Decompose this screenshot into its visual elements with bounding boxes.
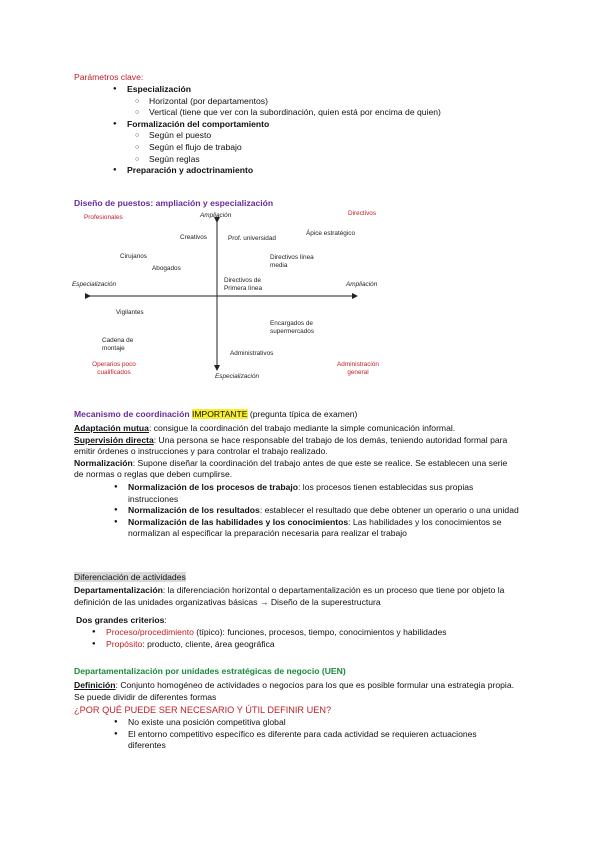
point-abogados: Abogados [152, 265, 181, 272]
mecanismo-body [74, 423, 519, 540]
list-item: ○ Horizontal (por departamentos) [135, 96, 533, 108]
point-vigilantes: Vigilantes [116, 309, 144, 316]
list-item: ● Preparación y adoctrinamiento [113, 165, 533, 177]
normalizacion-paragraph: Normalización: Supone diseñar la coordinación del trabajo antes de que este se realice. Se establecen una serie de normas o reglas que deben cumplirse. [74, 457, 508, 480]
job-design-diagram [72, 210, 392, 380]
parametros-list [113, 84, 533, 177]
axis-left-label: Especialización [72, 281, 117, 288]
diseno-title: Diseño de puestos: ampliación y especialización [74, 198, 274, 208]
axis-right-label: Ampliación [346, 281, 378, 288]
uen-title: Departamentalización por unidades estratégicas de negocio (UEN) [74, 666, 346, 676]
important-highlight: IMPORTANTE [191, 409, 248, 419]
list-item: ● No existe una posición competitiva global [114, 717, 514, 729]
list-item: ● Especialización [113, 84, 533, 96]
list-item: ● Propósito: producto, cliente, área geográfica [92, 639, 512, 651]
list-item: ○ Según el flujo de trabajo [135, 142, 533, 154]
point-prof-universidad: Prof. universidad [228, 235, 276, 242]
departamentalizacion-paragraph: Departamentalización: la diferenciación horizontal o departamentalización es un proceso que tiene por objeto la definición de las unidades organizativas básicas → Diseño de la superestructura [74, 585, 505, 607]
criterios-heading: Dos grandes criterios: [76, 615, 167, 625]
sublist [113, 96, 533, 119]
corner-profesionales: Profesionales [84, 214, 123, 221]
corner-directivos: Directivos [348, 210, 377, 217]
adaptacion-paragraph: Adaptación mutua: consigue la coordinación del trabajo mediante la simple comunicación informal. [74, 423, 456, 433]
list-item: ● Normalización de los procesos de trabajo: los procesos tienen establecidas sus propias instrucciones [114, 482, 519, 505]
list-item: ● Normalización de las habilidades y los conocimientos: Las habilidades y los conocimientos se normalizan al especificar la preparación necesaria para realizar el trabajo [114, 517, 519, 540]
point-cadena: Cadena de montaje [102, 337, 134, 352]
criterios-list [92, 627, 512, 650]
axis-top-label: Ampliación [200, 212, 232, 219]
point-apice: Ápice estratégico [306, 230, 356, 237]
list-item: ● Proceso/procedimiento (típico): funciones, procesos, tiempo, conocimientos y habilidades [92, 627, 512, 639]
point-cirujanos: Cirujanos [120, 253, 147, 260]
list-item: ● Normalización de los resultados: establecer el resultado que debe obtener un operario o una unidad [114, 505, 519, 517]
point-directivos-linea-media: Directivos línea media [270, 254, 314, 269]
point-creativos: Creativos [180, 234, 207, 241]
mecanismo-heading: Mecanismo de coordinación IMPORTANTE (pregunta típica de examen) [74, 409, 358, 419]
list-item: ○ Según reglas [135, 154, 533, 166]
uen-question: ¿POR QUÉ PUEDE SER NECESARIO Y ÚTIL DEFINIR UEN? [74, 705, 332, 715]
sublist [113, 130, 533, 165]
corner-administracion: Administración general [337, 361, 379, 376]
list-item: ○ Según el puesto [135, 130, 533, 142]
corner-operarios: Operarios poco cualificados [92, 361, 136, 376]
uen-reasons [114, 717, 514, 752]
parametros-title: Parámetros clave: [74, 72, 144, 82]
supervision-paragraph: Supervisión directa: Una persona se hace responsable del trabajo de los demás, teniendo autoridad formal para emitir órdenes o instrucciones y para controlar el trabajo realizado. [74, 434, 508, 457]
point-directivos-primera-linea: Directivos de Primera línea [224, 277, 263, 292]
axis-bottom-label: Especialización [215, 373, 260, 380]
uen-definition: Definición: Conjunto homogéneo de actividades o negocios para los que es posible formular una estrategia propia. Se puede dividir de diferentes formas [74, 680, 514, 702]
diferenciacion-title: Diferenciación de actividades [74, 572, 186, 582]
list-item: ○ Vertical (tiene que ver con la subordinación, quien está por encima de quien) [135, 107, 533, 119]
point-encargados: Encargados de supermercados [270, 320, 315, 335]
normalizacion-list [74, 482, 519, 540]
list-item: ● El entorno competitivo específico es diferente para cada actividad se requieren actuaciones diferentes [114, 729, 514, 752]
list-item: ● Formalización del comportamiento [113, 119, 533, 131]
point-administrativos: Administrativos [230, 350, 274, 357]
